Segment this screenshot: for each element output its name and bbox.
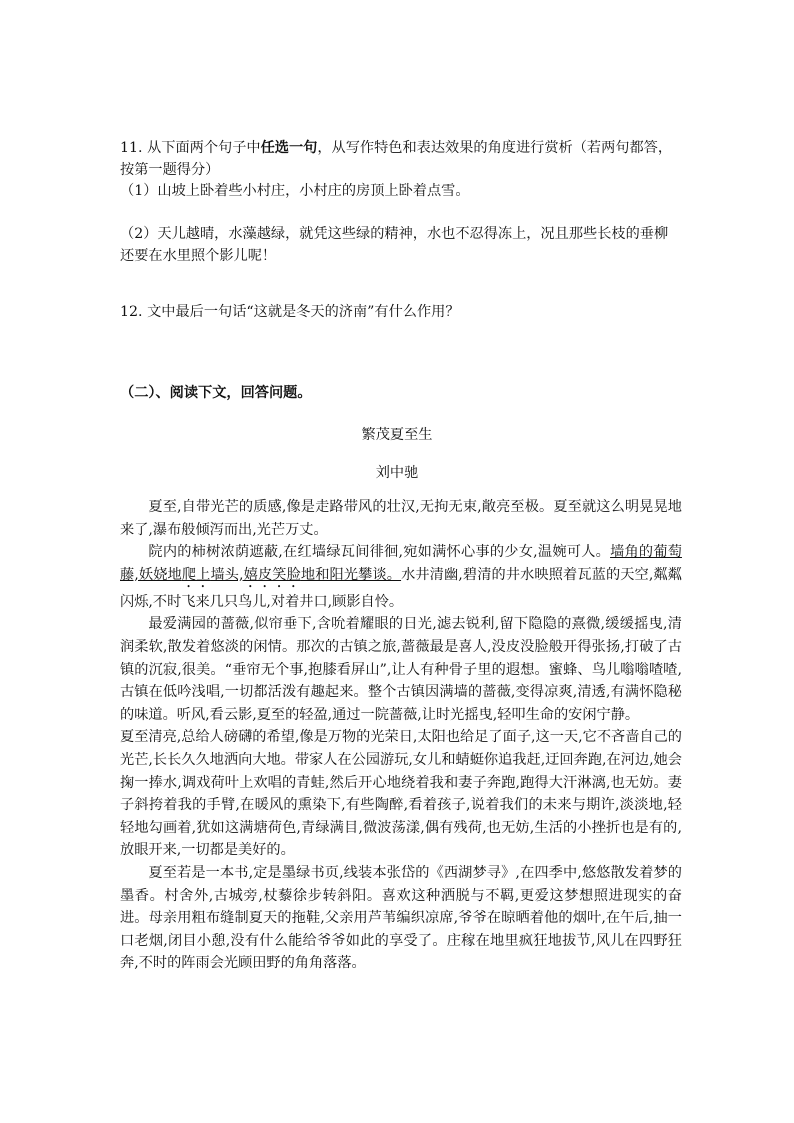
underline-part-2: 墙头, [210,566,244,583]
section-heading: （二）、阅读下文，回答问题。 [120,385,312,401]
paragraph-5: 夏至若是一本书,定是墨绿书页,线装本张岱的《西湖梦寻》,在四季中,悠悠散发着梦的墨香。村舍外,古城旁,杖藜徐步转斜阳。喜欢这种洒脱与不羁,更爱这梦想照进现实的奋进。母亲用粗布缝制夏天的拖鞋,父亲用芦苇编织凉席,爷爷在晾晒着他的烟叶,在午后,抽一口老烟,闭目小憩,没有什么能给爷爷如此的享受了。庄稼在地里疯狂地拔节,风儿在四野狂奔,不时的阵雨会光顾田野的角角落落。 [120,864,682,972]
underline-part-1: 墙角的葡萄藤,妖娆地 [120,544,682,583]
article-body [120,496,682,975]
sentence-2: （2）天儿越晴，水藻越绿，就凭这些绿的精神，水也不忍得冻上，况且那些长枝的垂柳还要在水里照个影儿呢！ [120,226,669,264]
paragraph-2-a: 院内的柿树浓荫遮蔽,在红墙绿瓦间徘徊,宛如满怀心事的少女,温婉可人。 [148,544,611,561]
article-title: 繁茂夏至生 [361,427,433,443]
paragraph-1: 夏至,自带光芒的质感,像是走路带风的壮汉,无拘无束,敞亮至极。夏至就这么明晃晃地来了,瀑布般倾泻而出,光芒万丈。 [120,499,682,538]
question-11 [120,137,680,181]
paragraph-2-b: 水井清幽,碧清的井水映照着瓦蓝的天空,粼粼闪烁,不时飞来几只鸟儿,对着井口,顾影自怜。 [120,566,682,610]
question-12: 12. 文中最后一句话“这就是冬天的济南”有什么作用？ [120,304,460,320]
paragraph-3: 最爱满园的蔷薇,似帘垂下,含吮着耀眼的日光,滤去锐利,留下隐隐的熹微,缓缓摇曳,清润柔软,散发着悠淡的闲情。那次的古镇之旅,蔷薇最是喜人,没皮没脸般开得张扬,打破了古镇的沉寂,很美。“垂帘无个事,抱膝看屏山”,让人有种骨子里的遐想。蜜蜂、鸟儿嗡嗡喳喳,古镇在低吟浅唱,一切都活泼有趣起来。整个古镇因满墙的蔷薇,变得凉爽,清透,有满怀隐秘的味道。听风,看云影,夏至的轻盈,通过一院蔷薇,让时光摇曳,轻叩生命的安闲宁静。 [120,616,682,723]
question-11-emphasis: 任选一句 [260,140,318,156]
sentence-1: （1）山坡上卧着些小村庄，小村庄的房顶上卧着点雪。 [120,183,470,199]
question-11-prefix: 11. 从下面两个句子中 [120,140,261,156]
question-11-rest: ，从写作特色和表达效果的角度进行赏析（若两句都答，按第一题得分） [120,140,673,178]
underline-part-3: 地和阳光攀谈。 [300,566,402,583]
dotted-word-2: 嬉皮笑脸 [243,566,301,583]
article-author: 刘中驰 [375,465,419,481]
paragraph-2 [120,541,682,613]
paragraph-4: 夏至清亮,总给人磅礴的希望,像是万物的光荣日,太阳也给足了面子,这一天,它不吝啬自己的光芒,长长久久地洒向大地。带家人在公园游玩,女儿和蜻蜓你追我赶,迂回奔跑,在河边,她会掬一捧水,调戏荷叶上欢唱的青蛙,然后开心地绕着我和妻子奔跑,跑得大汗淋漓,也无妨。妻子斜挎着我的手臂,在暖风的熏染下,有些陶醉,看着孩子,说着我们的未来与期许,淡淡地,轻轻地勾画着,犹如这满塘荷色,青绿满目,微波荡漾,偶有残荷,也无妨,生活的小挫折也是有的,放眼开来,一切都是美好的。 [120,729,682,859]
dotted-word-1: 爬上 [181,566,211,583]
